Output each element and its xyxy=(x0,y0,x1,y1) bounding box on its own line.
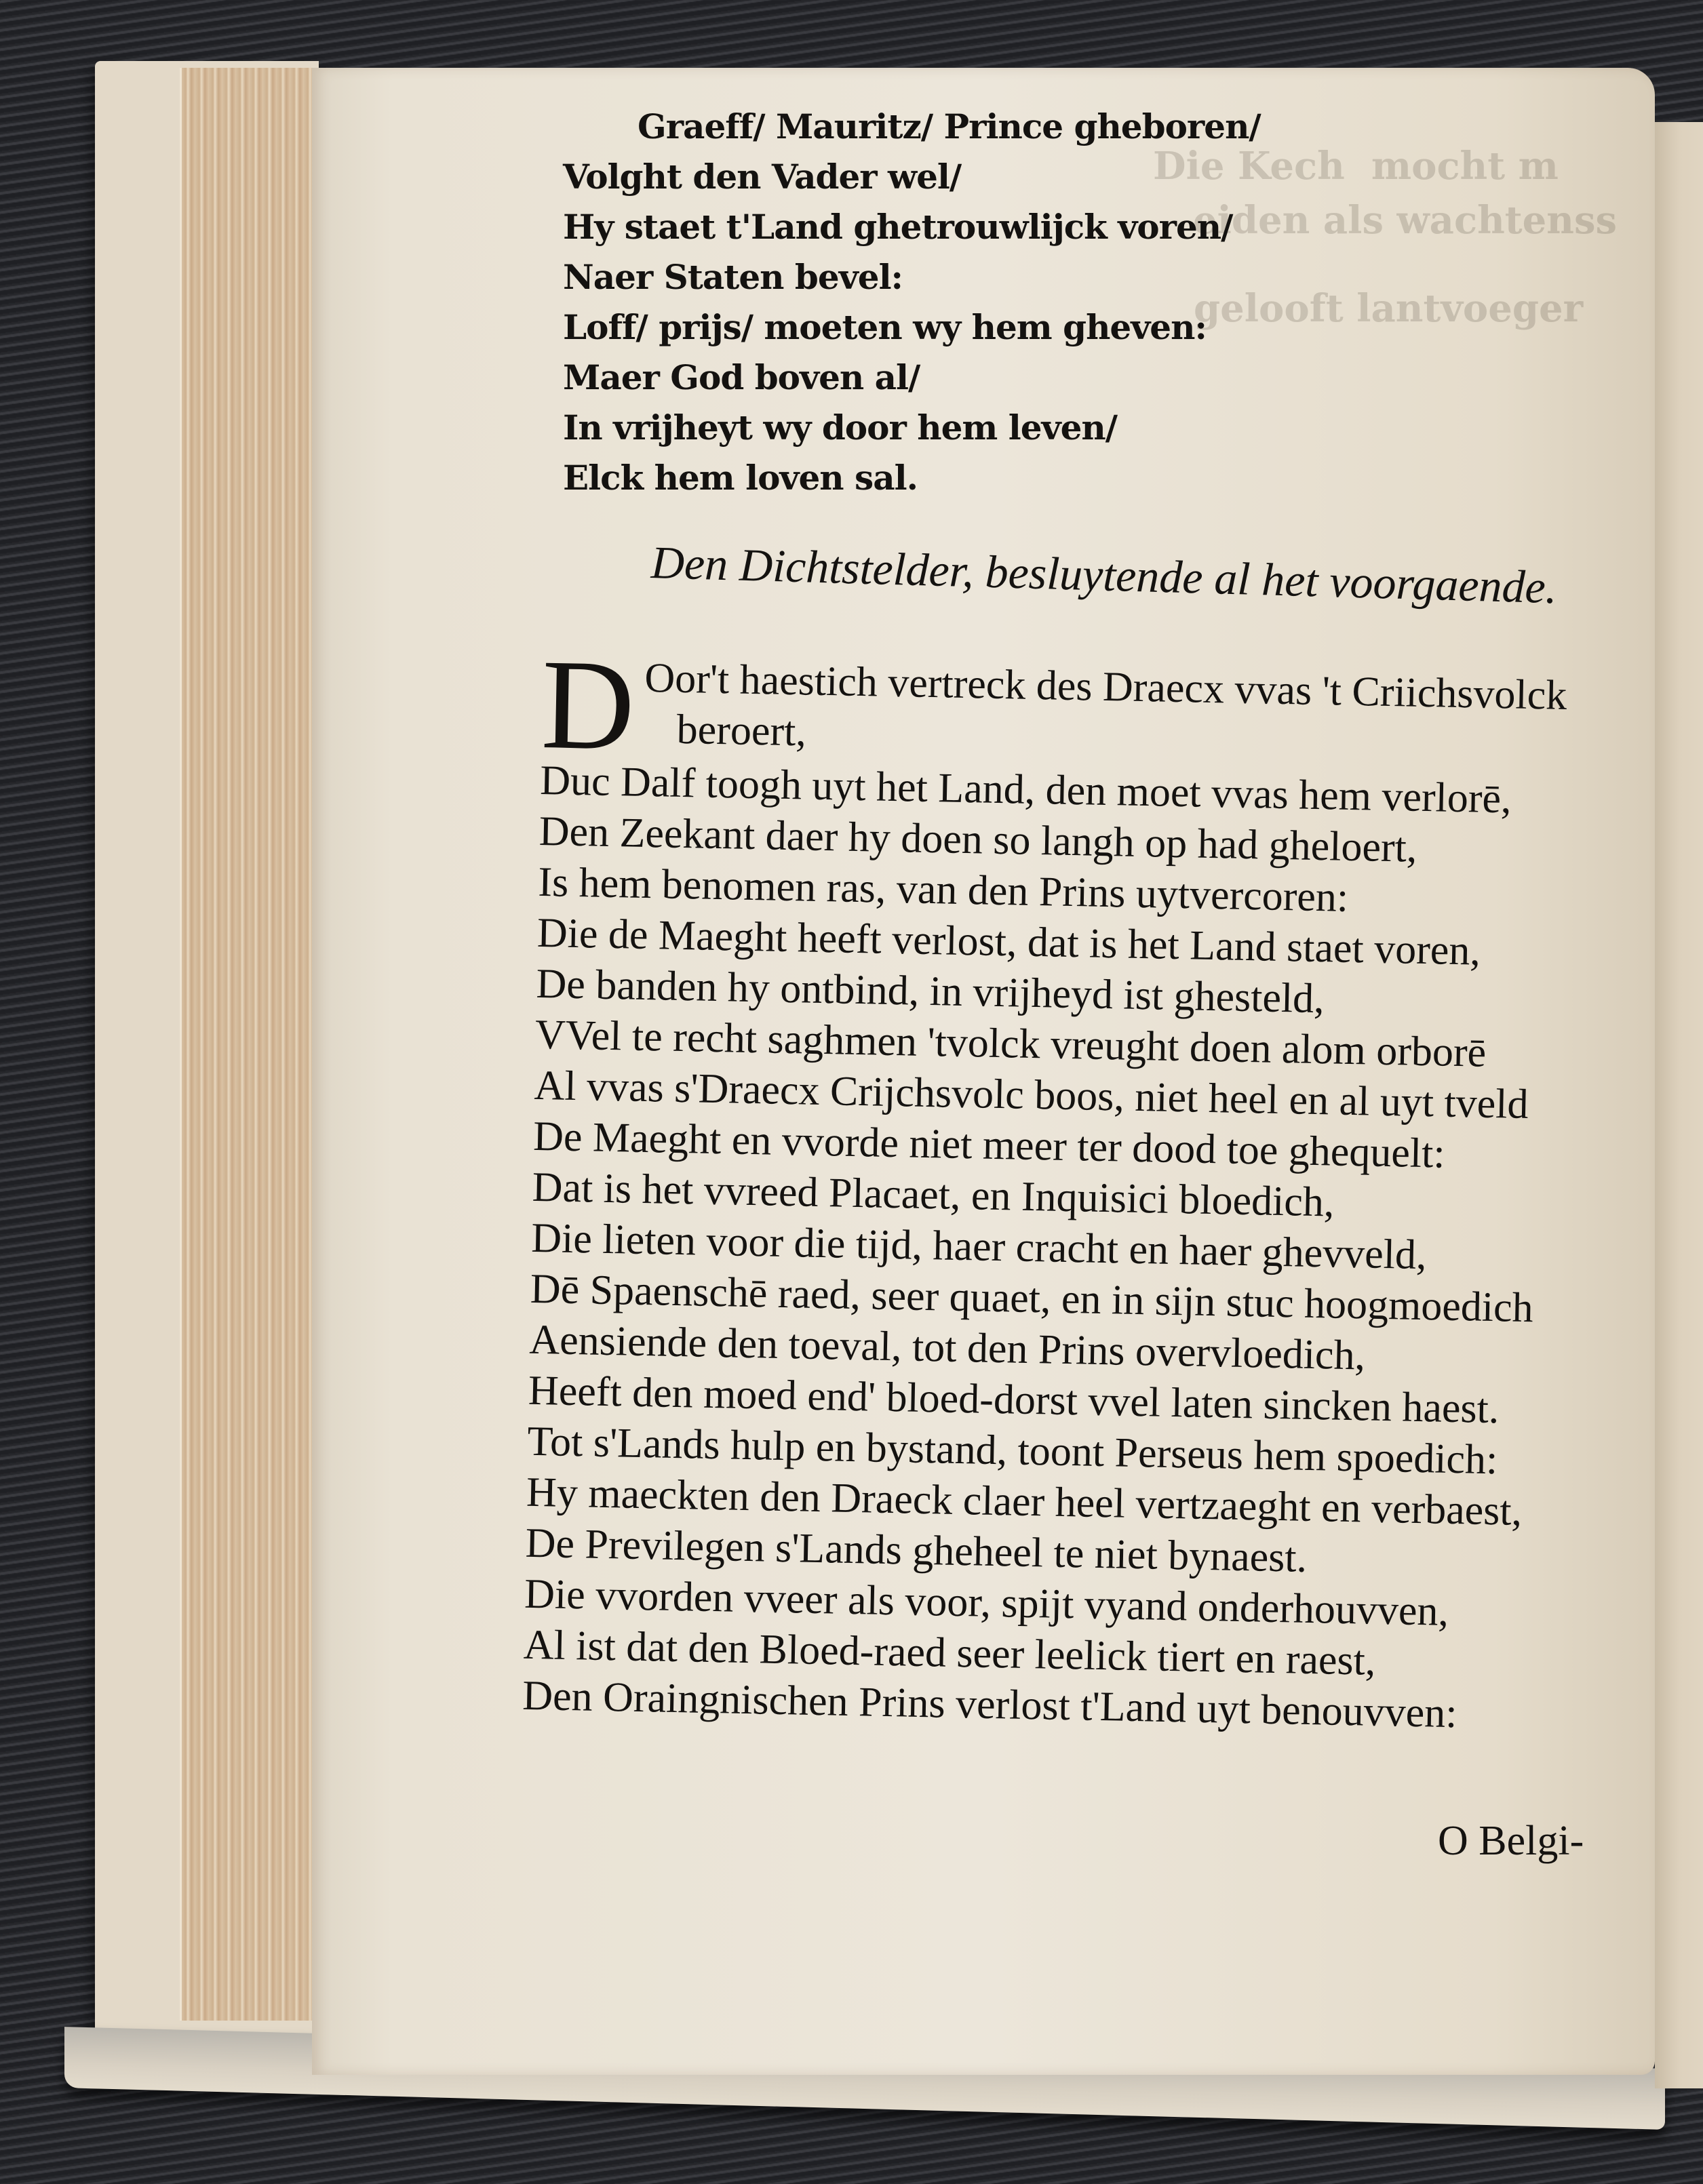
stanza-line: Maer God boven al/ xyxy=(563,357,920,397)
drop-cap: D xyxy=(540,633,636,778)
poem-line: Den Oraingnischen Prins verlost t'Land uyt benouvven: xyxy=(522,1672,1458,1737)
poem-line: Hy maeckten den Draeck claer heel vertzaeght en verbaest, xyxy=(526,1469,1523,1534)
stanza-line: Loff/ prijs/ moeten wy hem gheven: xyxy=(563,307,1207,347)
stanza-line: In vrijheyt wy door hem leven/ xyxy=(563,408,1118,448)
bleed-through-text: Die Kech mocht m xyxy=(1153,144,1559,188)
poem-line: Die vvorden vveer als voor, spijt vyand onderhouvven, xyxy=(524,1570,1449,1635)
poem-line: Den Zeekant daer hy doen so langh op had gheloert, xyxy=(539,808,1417,871)
poem-line: Duc Dalf toogh uyt het Land, den moet vvas hem verlorē, xyxy=(539,757,1512,822)
poem-line: VVel te recht saghmen 'tvolck vreught doen alom orborē xyxy=(534,1011,1487,1076)
poem-line: Dē Spaenschē raed, seer quaet, en in sijn stuc hoogmoedich xyxy=(530,1265,1534,1332)
poem-line: Heeft den moed end' bloed-dorst vvel laten sincken haest. xyxy=(528,1367,1500,1433)
poem-line: Die de Maeght heeft verlost, dat is het Land staet voren, xyxy=(536,909,1481,974)
poem-line: Aensiende den toeval, tot den Prins overvloedich, xyxy=(528,1316,1366,1379)
poem-line: Is hem benomen ras, van den Prins uytvercoren: xyxy=(537,858,1349,921)
stanza-line: Graeff/ Mauritz/ Prince gheboren/ xyxy=(638,106,1261,146)
stanza-line: Hy staet t'Land ghetrouwlijck voren/ xyxy=(563,207,1233,247)
bleed-through-text: eiden als wachtenss xyxy=(1167,198,1618,243)
poem-body xyxy=(522,633,1628,1742)
poem-line: De Maeght en vvorde niet meer ter dood toe ghequelt: xyxy=(532,1113,1446,1177)
poem-line: Tot s'Lands hulp en bystand, toont Perseus hem spoedich: xyxy=(526,1418,1498,1484)
poem-line: Al vvas s'Draecx Crijchsvolc boos, niet heel en al uyt tveld xyxy=(534,1062,1529,1128)
page-block-edges xyxy=(180,68,317,2021)
poem-line: Al ist dat den Bloed-raed seer leelick tiert en raest, xyxy=(523,1621,1376,1684)
facing-page-edge xyxy=(1655,122,1703,2088)
stanza-line: Volght den Vader wel/ xyxy=(563,157,962,197)
blackletter-stanza xyxy=(563,102,1261,503)
bleed-through-text: gelooft lantvoeger xyxy=(1194,286,1584,331)
stanza-line: Elck hem loven sal. xyxy=(563,458,918,498)
poem-line: De banden hy ontbind, in vrijheyd ist ghesteld, xyxy=(535,960,1325,1022)
stanza-line: Naer Staten bevel: xyxy=(563,257,903,297)
poem-line: Dat is het vvreed Placaet, en Inquisici bloedich, xyxy=(532,1164,1335,1226)
section-heading: Den Dichtstelder, besluytende al het voorgaende. xyxy=(650,536,1558,614)
poem-line: Die lieten voor die tijd, haer cracht en haer ghevveld, xyxy=(530,1214,1428,1279)
catchword: O Belgi- xyxy=(1438,1818,1584,1864)
poem-line-continuation: beroert, xyxy=(676,706,807,755)
poem-line: De Previlegen s'Lands gheheel te niet bynaest. xyxy=(525,1520,1308,1581)
poem-line: Oor't haestich vertreck des Draecx vvas 't Criichsvolck xyxy=(644,654,1567,719)
